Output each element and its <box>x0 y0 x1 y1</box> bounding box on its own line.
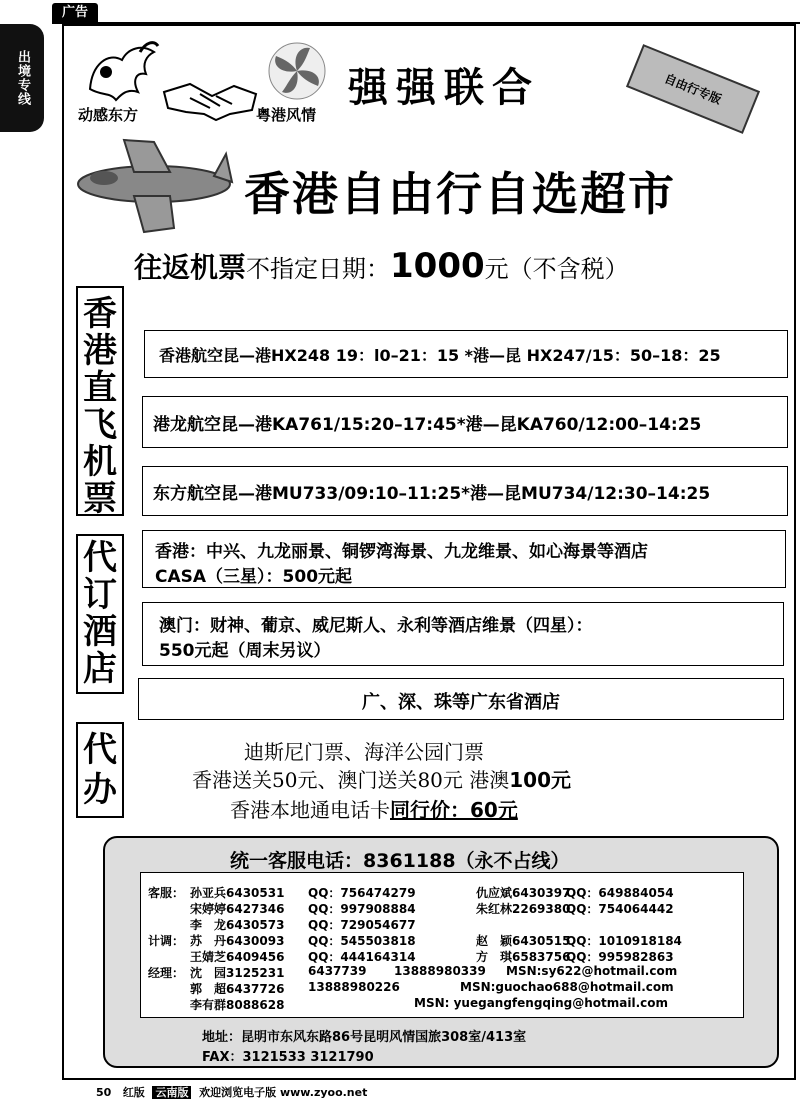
staff-cell: 13888980339 <box>394 964 486 978</box>
staff-cell: QQ：1010918184 <box>566 934 682 948</box>
section-flights: 香港直飞机票 <box>76 286 124 516</box>
service-line1: 迪斯尼门票、海洋公园门票 <box>244 740 484 764</box>
fare-line <box>134 246 629 286</box>
footer <box>96 1084 367 1100</box>
address: 地址：昆明市东风东路86号昆明风情国旅308室/413室 <box>202 1030 527 1045</box>
staff-cell: 经理： <box>148 966 185 980</box>
fare-date: 不指定日期： <box>246 255 391 283</box>
staff-cell: MSN:sy622@hotmail.com <box>506 964 678 978</box>
staff-cell: 宋婷婷6427346 <box>190 902 285 916</box>
section-hotels: 代订酒店 <box>76 534 124 694</box>
main-title: 香港自由行自选超市 <box>244 167 676 221</box>
service-line2-price: 100元 <box>509 768 572 792</box>
edition: 红版 <box>122 1086 145 1099</box>
service-line3-price: 同行价：60元 <box>390 798 518 822</box>
hotel-macau-line1: 澳门：财神、葡京、威尼斯人、永利等酒店维景（四星）： <box>159 616 593 636</box>
ad-label: 广告 <box>52 3 98 23</box>
staff-cell: 孙亚兵6430531 <box>190 886 285 900</box>
staff-cell: 苏 丹6430093 <box>190 934 285 948</box>
staff-cell: MSN: yuegangfengqing@hotmail.com <box>414 996 669 1010</box>
hotel-guangdong-box: 广、深、珠等广东省酒店 <box>138 678 784 720</box>
handshake-icon <box>160 74 260 124</box>
section-services: 代办 <box>76 722 124 818</box>
airplane-icon <box>74 136 234 236</box>
pinwheel-logo-icon <box>262 38 332 104</box>
service-line2 <box>192 764 571 793</box>
staff-cell: 郭 超6437726 <box>190 982 285 996</box>
region-badge: 云南版 <box>152 1086 191 1099</box>
staff-cell: 李有群8088628 <box>190 998 285 1012</box>
service-line3 <box>230 794 518 823</box>
edition-ribbon: 自由行专版 <box>626 44 760 134</box>
staff-cell: QQ：754064442 <box>566 902 674 916</box>
service-line3-text: 香港本地通电话卡 <box>230 798 390 822</box>
service-line2-text: 香港送关50元、澳门送关80元 港澳 <box>192 768 510 792</box>
flight-row: 东方航空昆—港MU733/09:10–11:25*港—昆MU734/12:30–14:25 <box>142 466 788 516</box>
hotline: 统一客服电话：8361188（永不占线） <box>230 850 570 872</box>
staff-cell: QQ：995982863 <box>566 950 674 964</box>
flight-row: 香港航空昆—港HX248 19：l0–21：15 *港—昆 HX247/15：50–18：25 <box>144 330 788 378</box>
hotel-hk-line1: 香港：中兴、九龙丽景、铜锣湾海景、九龙维景、如心海景等酒店 <box>155 542 648 562</box>
brand-slogan: 强强联合 <box>348 64 540 111</box>
staff-cell: 沈 园3125231 <box>190 966 285 980</box>
staff-cell: 王婧芝6409456 <box>190 950 285 964</box>
fare-note: 元（不含税） <box>484 255 629 283</box>
staff-cell: 客服： <box>148 886 185 900</box>
staff-cell: 赵 颖6430515 <box>476 934 571 948</box>
fare-label: 往返机票 <box>134 251 247 284</box>
fare-price: 1000 <box>390 246 485 286</box>
staff-cell: QQ：756474279 <box>308 886 416 900</box>
side-tab: 出境专线 <box>0 24 44 132</box>
staff-cell: QQ：545503818 <box>308 934 416 948</box>
hotel-macau-box <box>142 602 784 666</box>
staff-cell: 仇应斌6430397 <box>476 886 571 900</box>
hotel-hk-line2: CASA（三星）：500元起 <box>155 567 353 587</box>
logo-left-name: 动感东方 <box>78 106 139 124</box>
staff-cell: QQ：729054677 <box>308 918 416 932</box>
page-number: 50 <box>96 1086 112 1099</box>
staff-cell: 13888980226 <box>308 980 400 994</box>
hotel-macau-line2: 550元起（周末另议） <box>159 641 331 661</box>
staff-cell: 计调： <box>148 934 185 948</box>
fax: FAX：3121533 3121790 <box>202 1050 374 1065</box>
staff-cell: MSN:guochao688@hotmail.com <box>460 980 674 994</box>
flight-row: 港龙航空昆—港KA761/15:20–17:45*港—昆KA760/12:00–14:25 <box>142 396 788 448</box>
staff-cell: 朱红林2269380 <box>476 902 571 916</box>
lion-logo-icon <box>80 34 160 104</box>
staff-cell: 李 龙6430573 <box>190 918 285 932</box>
staff-cell: QQ：997908884 <box>308 902 416 916</box>
staff-cell: 6437739 <box>308 964 367 978</box>
staff-cell: QQ：649884054 <box>566 886 674 900</box>
footer-note: 欢迎浏览电子版 www.zyoo.net <box>199 1086 368 1099</box>
logo-right-name: 粤港风情 <box>256 106 317 124</box>
staff-cell: 方 琪6583756 <box>476 950 571 964</box>
hotel-hk-box <box>142 530 786 588</box>
staff-cell: QQ：444164314 <box>308 950 416 964</box>
